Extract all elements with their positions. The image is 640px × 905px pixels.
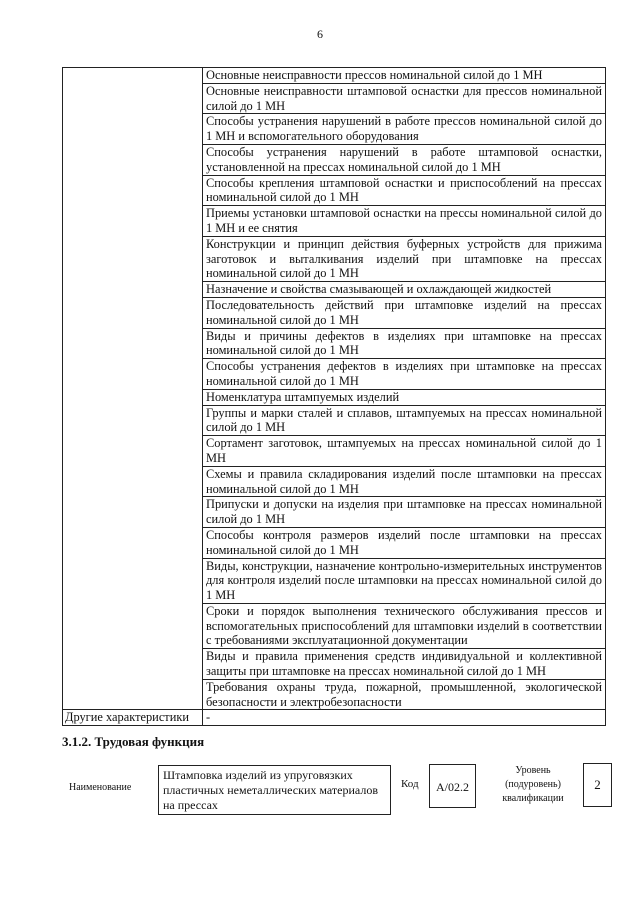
knowledge-item: Способы устранения нарушений в работе прессов номинальной силой до 1 МН и вспомогательного оборудования [203, 114, 606, 145]
knowledge-item: Требования охраны труда, пожарной, промышленной, экологической безопасности и электробезопасности [203, 679, 606, 710]
level-label [483, 764, 583, 806]
other-characteristics-value: - [203, 710, 606, 726]
level-label-line: Уровень [515, 765, 551, 776]
knowledge-item: Сроки и порядок выполнения технического обслуживания прессов и вспомогательных приспособлений для штамповки изделий в соответствии с требованиями эксплуатационной документации [203, 603, 606, 648]
knowledge-item: Способы крепления штамповой оснастки и приспособлений на прессах номинальной силой до 1 МН [203, 175, 606, 206]
other-characteristics-label: Другие характеристики [63, 710, 203, 726]
knowledge-item: Назначение и свойства смазывающей и охлаждающей жидкостей [203, 282, 606, 298]
table-row [63, 710, 606, 726]
name-label: Наименование [69, 782, 132, 793]
knowledge-item: Основные неисправности штамповой оснастки для прессов номинальной силой до 1 МН [203, 83, 606, 114]
knowledge-item: Виды, конструкции, назначение контрольно-измерительных инструментов для контроля изделий после штамповки на прессах номинальной силой до 1 МН [203, 558, 606, 603]
level-label-line: (подуровень) [505, 779, 561, 790]
requirements-table-body [63, 68, 606, 726]
knowledge-item: Конструкции и принцип действия буферных устройств для прижима заготовок и выталкивания изделий при штамповке на прессах номинальной силой до 1 МН [203, 236, 606, 281]
name-value: Штамповка изделий из упруговязких пластичных неметаллических материалов на прессах [158, 765, 391, 815]
knowledge-item: Приемы установки штамповой оснастки на прессы номинальной силой до 1 МН и ее снятия [203, 206, 606, 237]
level-label-line: квалификации [502, 793, 564, 804]
knowledge-item: Виды и правила применения средств индивидуальной и коллективной защиты при штамповке на прессах номинальной силой до 1 МН [203, 649, 606, 680]
page-number: 6 [317, 27, 323, 41]
knowledge-item: Основные неисправности прессов номинальной силой до 1 МН [203, 68, 606, 84]
section-heading: 3.1.2. Трудовая функция [62, 734, 205, 749]
knowledge-item: Способы контроля размеров изделий после штамповки на прессах номинальной силой до 1 МН [203, 527, 606, 558]
code-label: Код [401, 778, 419, 790]
knowledge-item: Способы устранения дефектов в изделиях при штамповке на прессах номинальной силой до 1 МН [203, 359, 606, 390]
level-value: 2 [583, 763, 612, 807]
table-row [63, 68, 606, 84]
knowledge-item: Последовательность действий при штамповке изделий на прессах номинальной силой до 1 МН [203, 297, 606, 328]
knowledge-item: Припуски и допуски на изделия при штамповке на прессах номинальной силой до 1 МН [203, 497, 606, 528]
knowledge-item: Группы и марки сталей и сплавов, штампуемых на прессах номинальной силой до 1 МН [203, 405, 606, 436]
knowledge-item: Номенклатура штампуемых изделий [203, 389, 606, 405]
row-label-empty [63, 68, 203, 710]
knowledge-item: Сортамент заготовок, штампуемых на прессах номинальной силой до 1 МН [203, 436, 606, 467]
code-value: A/02.2 [429, 764, 476, 808]
knowledge-item: Способы устранения нарушений в работе штамповой оснастки, установленной на прессах номинальной силой до 1 МН [203, 144, 606, 175]
requirements-table [62, 67, 606, 726]
labor-function-block [62, 760, 622, 830]
knowledge-item: Виды и причины дефектов в изделиях при штамповке на прессах номинальной силой до 1 МН [203, 328, 606, 359]
knowledge-item: Схемы и правила складирования изделий после штамповки на прессах номинальной силой до 1 МН [203, 466, 606, 497]
